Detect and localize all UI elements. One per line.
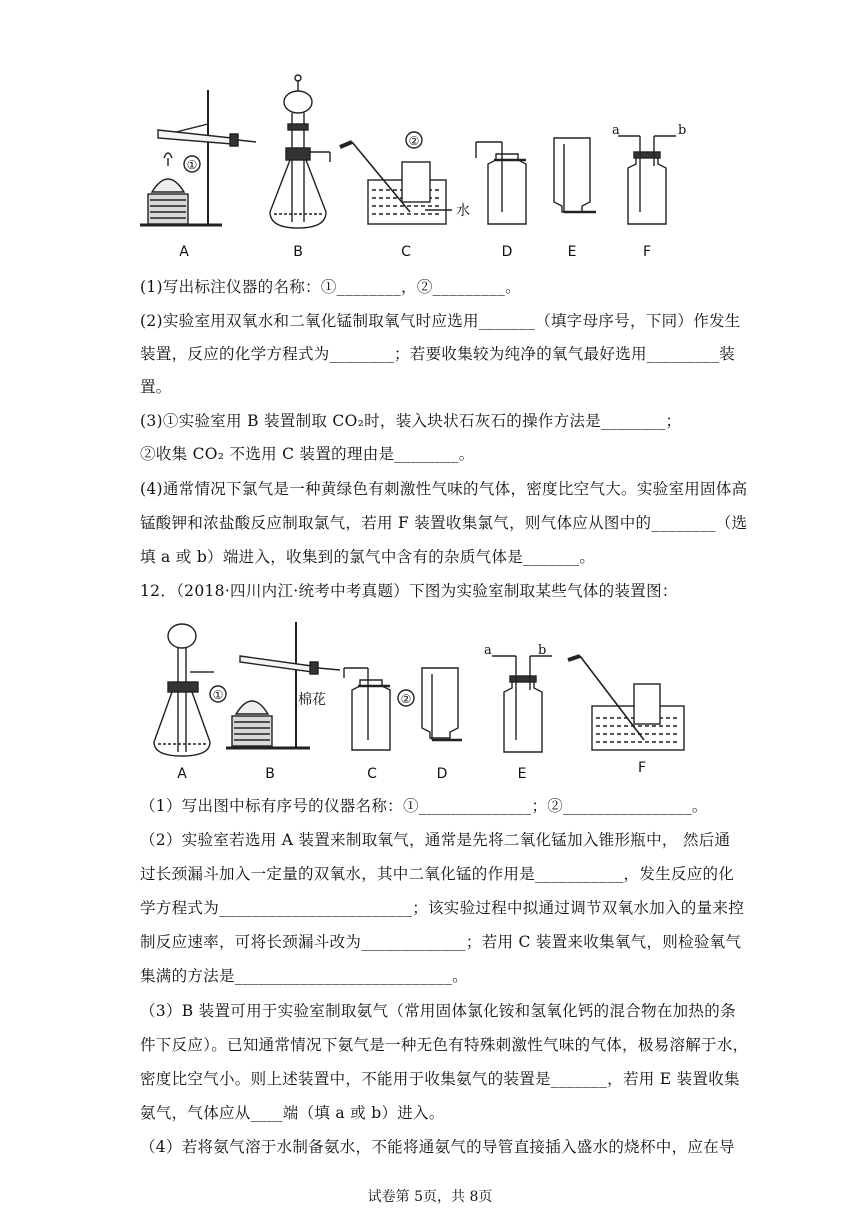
q12-part2-line2: 过长颈漏斗加入一定量的双氧水，其中二氧化锰的作用是___________，发生反应的化	[140, 865, 735, 883]
apparatus-d-jar	[476, 142, 526, 224]
q12-part3-line2: 件下反应）。已知通常情况下氨气是一种无色有特殊刺激性气味的气体，极易溶解于水，	[140, 1036, 749, 1054]
apparatus-b-heating	[210, 622, 340, 748]
label-b: B	[293, 244, 303, 260]
label-c: C	[401, 244, 411, 260]
label-a-2: A	[177, 766, 187, 782]
q12-part2-line3: 学方程式为________________________；该实验过程中拟通过调节双氧水加入的量来控	[140, 899, 745, 917]
q11-part4-line3: 填 a 或 b）端进入，收集到的氯气中含有的杂质气体是_______。	[140, 548, 596, 566]
q12-part3-line1: （3）B 装置可用于实验室制取氨气（常用固体氯化铵和氢氧化钙的混合物在加热的条	[140, 1002, 736, 1020]
q11-part2-line2: 装置，反应的化学方程式为________；若要收集较为纯净的氧气最好选用_________装	[140, 345, 736, 363]
q11-part1: (1)写出标注仪器的名称：①________，②_________。	[140, 278, 521, 296]
marker-2-c: ②	[408, 134, 420, 148]
page-footer: 试卷第 5页，共 8页	[367, 1189, 493, 1205]
q11-part2-line1: (2)实验室用双氧水和二氧化锰制取氧气时应选用_______（填字母序号，下同）作发生	[140, 312, 741, 330]
apparatus-a-heating	[140, 90, 256, 225]
apparatus-d-jar	[398, 668, 462, 740]
port-b-label: b	[678, 123, 687, 138]
q12-part3-line4: 氨气，气体应从____端（填 a 或 b）进入。	[140, 1104, 445, 1122]
apparatus-figure-1	[140, 72, 720, 262]
q12-part2-line1: （2）实验室若选用 A 装置来制取氧气，通常是先将二氧化锰加入锥形瓶中， 然后通	[140, 831, 731, 849]
label-e: E	[567, 244, 577, 260]
apparatus-f-bottle	[612, 123, 686, 224]
q12-part3-line3: 密度比空气小。则上述装置中，不能用于收集氨气的装置是_______，若用 E 装置收集	[140, 1070, 740, 1088]
cotton-label: 棉花	[298, 692, 326, 708]
marker-1-a: ①	[186, 158, 198, 172]
q11-part2-line3: 置。	[140, 378, 172, 396]
port-a-label-2: a	[484, 643, 492, 658]
apparatus-a-flask	[154, 624, 214, 756]
label-f-2: F	[637, 760, 647, 776]
apparatus-e-jar	[554, 138, 596, 212]
q11-part3-line2: ②收集 CO₂ 不选用 C 装置的理由是________。	[140, 445, 475, 463]
apparatus-e-bottle	[484, 643, 552, 752]
apparatus-figure-2	[140, 612, 720, 784]
label-e-2: E	[517, 766, 527, 782]
label-d: D	[501, 244, 513, 260]
marker-1-b: ①	[212, 688, 224, 702]
apparatus-c-trough	[340, 132, 470, 224]
q11-part4-line2: 锰酸钾和浓盐酸反应制取氯气，若用 F 装置收集氯气，则气体应从图中的________（选	[140, 514, 748, 532]
label-b-2: B	[265, 766, 275, 782]
q12-part4-line1: （4）若将氨气溶于水制备氨水，不能将通氨气的导管直接插入盛水的烧杯中，应在导	[140, 1138, 735, 1156]
port-a-label: a	[612, 123, 620, 138]
q12-header: 12．（2018·四川内江·统考中考真题）下图为实验室制取某些气体的装置图：	[140, 582, 678, 600]
label-a: A	[179, 244, 189, 260]
apparatus-b-flask	[270, 75, 330, 228]
apparatus-c-jar	[344, 668, 390, 750]
apparatus-f-trough	[568, 656, 684, 750]
port-b-label-2: b	[538, 643, 547, 658]
water-label: 水	[456, 203, 470, 219]
label-f: F	[642, 244, 652, 260]
q12-part2-line5: 集满的方法是___________________________。	[140, 967, 468, 985]
label-d-2: D	[436, 766, 448, 782]
q12-part1: （1）写出图中标有序号的仪器名称：①______________；②________________。	[140, 797, 708, 815]
marker-2-d: ②	[400, 692, 412, 706]
label-c-2: C	[367, 766, 377, 782]
q11-part3-line1: (3)①实验室用 B 装置制取 CO₂时，装入块状石灰石的操作方法是________；	[140, 412, 682, 430]
q12-part2-line4: 制反应速率，可将长颈漏斗改为_____________；若用 C 装置来收集氧气，则检验氧气	[140, 933, 742, 951]
q11-part4-line1: (4)通常情况下氯气是一种黄绿色有刺激性气味的气体，密度比空气大。实验室用固体高	[140, 480, 748, 498]
